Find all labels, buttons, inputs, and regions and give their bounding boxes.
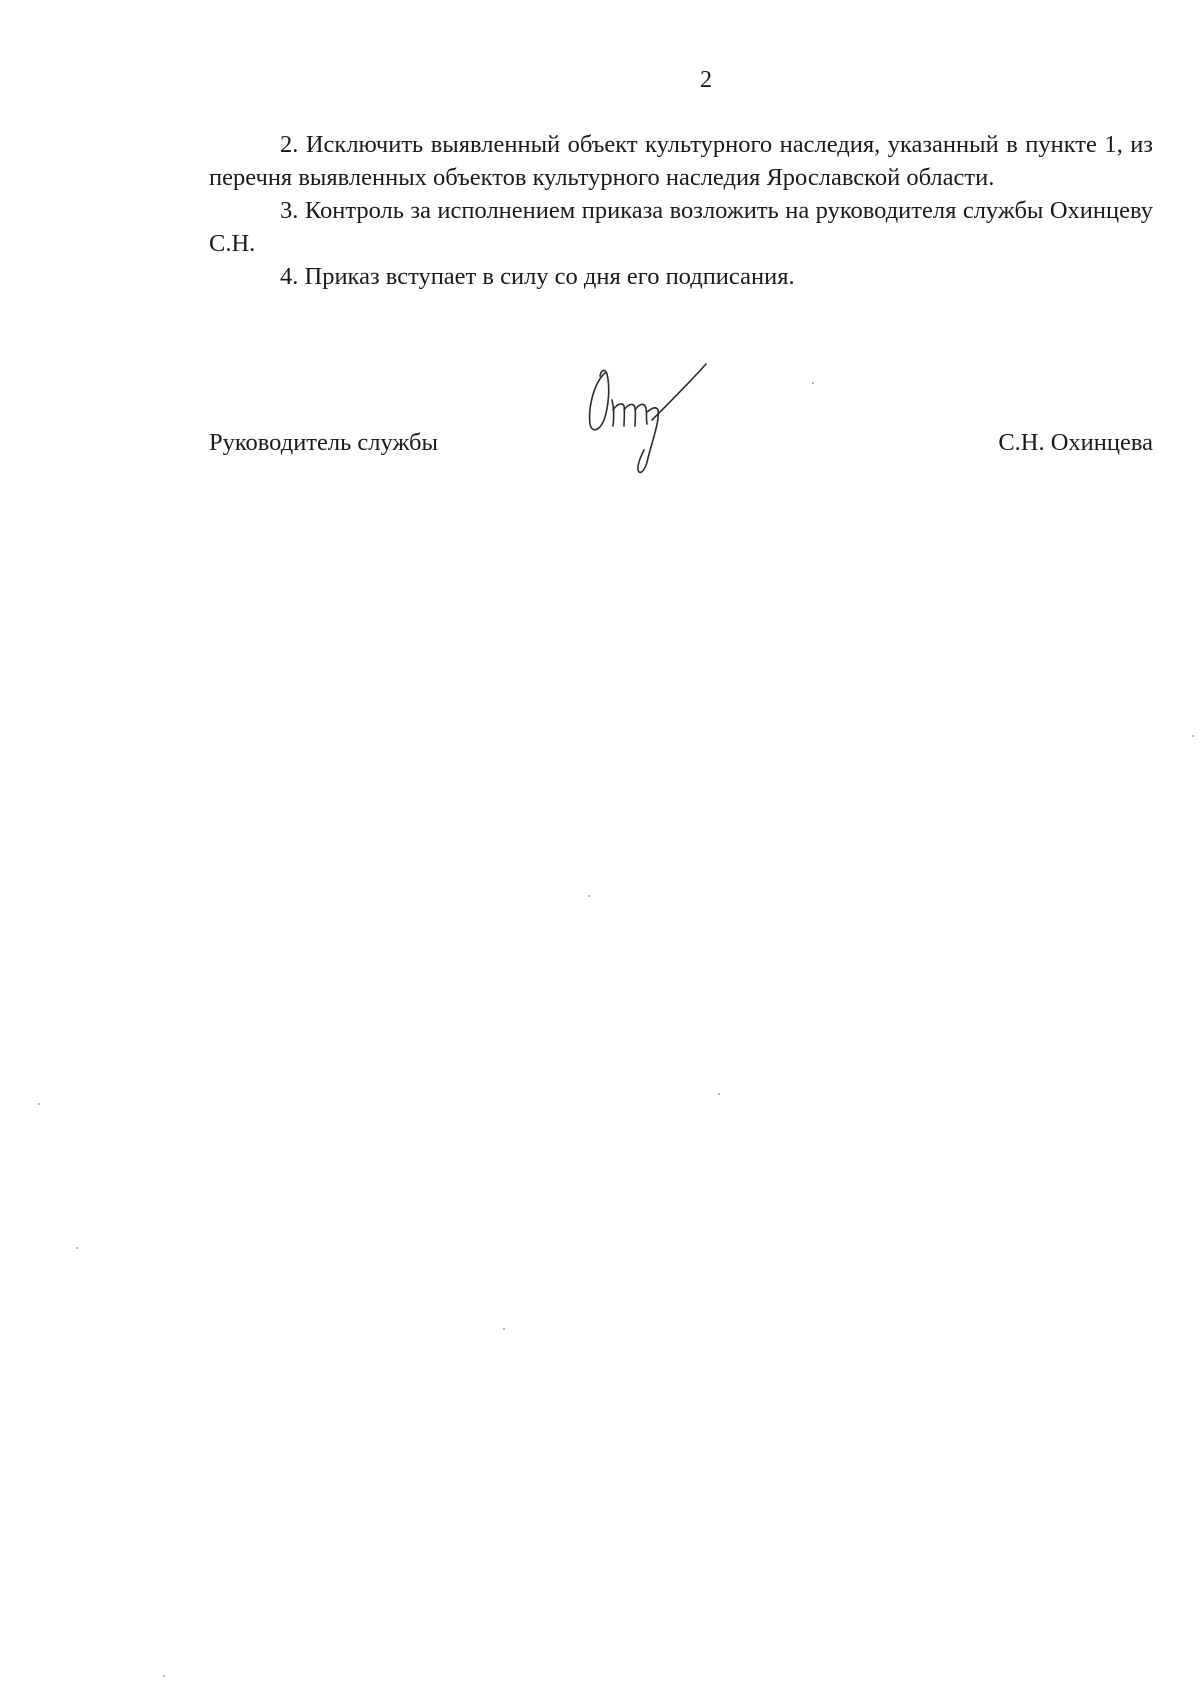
handwritten-signature	[582, 362, 742, 492]
scan-speck	[1192, 735, 1194, 737]
paragraph-4: 4. Приказ вступает в силу со дня его подписания.	[280, 263, 795, 290]
order-body	[209, 128, 1153, 293]
scan-speck	[812, 382, 814, 384]
signatory-position: Руководитель службы	[209, 429, 438, 456]
scan-speck	[718, 1093, 720, 1095]
scan-speck	[163, 1675, 165, 1677]
page-number: 2	[700, 67, 712, 93]
paragraph-3: 3. Контроль за исполнением приказа возложить на руководителя службы Охинцеву С.Н.	[209, 197, 1153, 257]
paragraph-2: 2. Исключить выявленный объект культурного наследия, указанный в пункте 1, из перечня выявленных объектов культурного наследия Ярославской области.	[209, 131, 1153, 191]
scan-speck	[588, 895, 590, 897]
signatory-name: С.Н. Охинцева	[998, 429, 1153, 456]
scan-speck	[76, 1247, 78, 1249]
scan-speck	[38, 1103, 40, 1105]
scan-speck	[503, 1328, 505, 1330]
